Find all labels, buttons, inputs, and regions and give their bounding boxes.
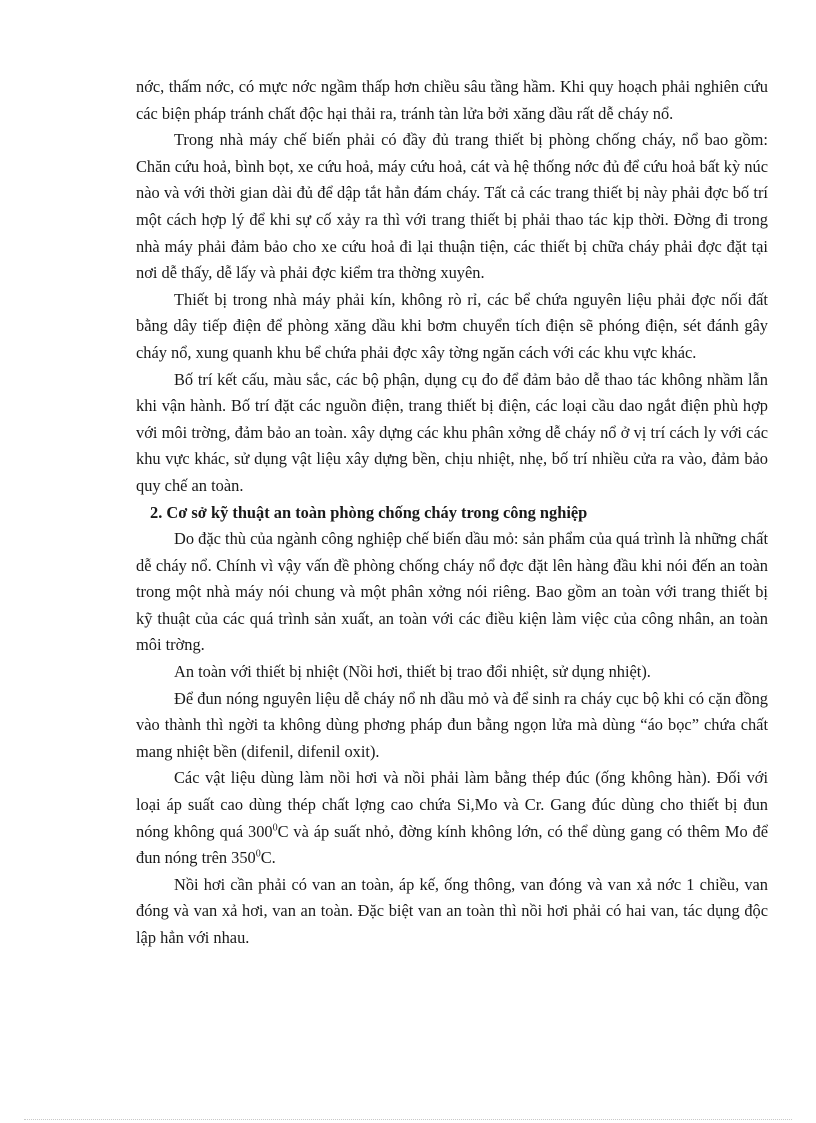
paragraph-industry-specifics: Do đặc thù của ngành công nghiệp chế biến dầu mỏ: sản phẩm của quá trình là những chất dễ cháy nổ. Chính vì vậy vấn đề phòng chống cháy nổ đợc đặt lên hàng đầu khi nói đến an toàn trong một nhà máy nói chung và một phân xởng nói riêng. Bao gồm an toàn với trang thiết bị kỹ thuật của các quá trình sản xuất, an toàn với các điều kiện làm việc của công nhân, an toàn môi trờng.: [136, 529, 768, 655]
paragraph-groundwater: nớc, thấm nớc, có mực nớc ngầm thấp hơn chiều sâu tầng hầm. Khi quy hoạch phải nghiên cứu các biện pháp tránh chất độc hại thải ra, tránh tàn lửa bởi xăng dầu rất dễ cháy nổ.: [136, 77, 768, 123]
boiler-materials-text-3: C.: [260, 848, 276, 868]
paragraph-layout-safety: Bố trí kết cấu, màu sắc, các bộ phận, dụng cụ đo để đảm bảo dễ thao tác không nhầm lẫn khi vận hành. Bố trí đặt các nguồn điện, trang thiết bị điện, các loại cầu dao ngắt điện phù hợp với môi trờng, đảm bảo an toàn. xây dựng các khu phân xởng dễ cháy nổ ở vị trí cách ly với các khu vực khác, sử dụng vật liệu xây dựng bền, chịu nhiệt, nhẹ, bố trí nhiều cửa ra vào, đảm bảo quy chế an toàn.: [136, 369, 768, 495]
boiler-materials-text-1: Các vật liệu dùng làm nồi hơi và nồi phải làm bằng thép đúc (ống không hàn). Đối với loại áp suất cao dùng thép chất lợng cao chứa Si,Mo và Cr. Gang đúc dùng cho thiết bị đun nóng không quá 300: [136, 768, 768, 841]
paragraph-sealed-equipment: Thiết bị trong nhà máy phải kín, không rò rỉ, các bể chứa nguyên liệu phải đợc nối đất bằng dây tiếp điện để phòng xăng dầu khi bơm chuyển tích điện sẽ phóng điện, sét đánh gây cháy nổ, xung quanh khu bể chứa phải đợc xây tờng ngăn cách với các khu vực khác.: [136, 289, 768, 362]
boiler-materials-text-2: C và áp suất nhỏ, đờng kính không lớn, có thể dùng gang có thêm Mo để đun nóng trên 350: [136, 821, 768, 868]
paragraph-fire-equipment: Trong nhà máy chế biến phải có đầy đủ trang thiết bị phòng chống cháy, nổ bao gồm: Chăn cứu hoả, bình bọt, xe cứu hoả, máy cứu hoả, cát và hệ thống nớc đủ để cứu hoả bất kỳ núc nào và với thời gian dài đủ để dập tắt hẳn đám cháy. Tất cả các trang thiết bị này phải đợc bố trí một cách hợp lý để khi sự cố xảy ra thì với trang thiết bị phải thao tác kịp thời. Đờng đi trong nhà máy phải đảm bảo cho xe cứu hoả đi lại thuận tiện, các thiết bị chữa cháy phải đợc đặt tại nơi dễ thấy, dễ lấy và phải đợc kiểm tra thờng xuyên.: [136, 130, 768, 283]
paragraph-boiler-valves: Nồi hơi cần phải có van an toàn, áp kế, ống thông, van đóng và van xả nớc 1 chiều, van đóng và van xả hơi, van an toàn. Đặc biệt van an toàn thì nồi hơi phải có hai van, tác dụng độc lập hẳn với nhau.: [136, 874, 768, 947]
page-bottom-divider: [24, 1119, 792, 1120]
paragraph-boiler-materials: [136, 765, 768, 871]
paragraph-thermal-equipment: An toàn với thiết bị nhiệt (Nồi hơi, thiết bị trao đổi nhiệt, sử dụng nhiệt).: [174, 662, 651, 682]
degree-superscript-2: 0: [255, 848, 261, 860]
paragraph-heating-method: Để đun nóng nguyên liệu dễ cháy nổ nh dầu mỏ và để sinh ra cháy cục bộ khi có cặn đồng vào thành thì ngời ta không dùng phơng pháp đun bằng ngọn lửa mà dùng “áo bọc” chứa chất mang nhiệt bền (difenil, difenil oxit).: [136, 688, 768, 761]
section-heading: 2. Cơ sở kỹ thuật an toàn phòng chống cháy trong công nghiệp: [150, 502, 588, 522]
degree-superscript-1: 0: [272, 822, 278, 834]
document-page: [136, 74, 768, 952]
